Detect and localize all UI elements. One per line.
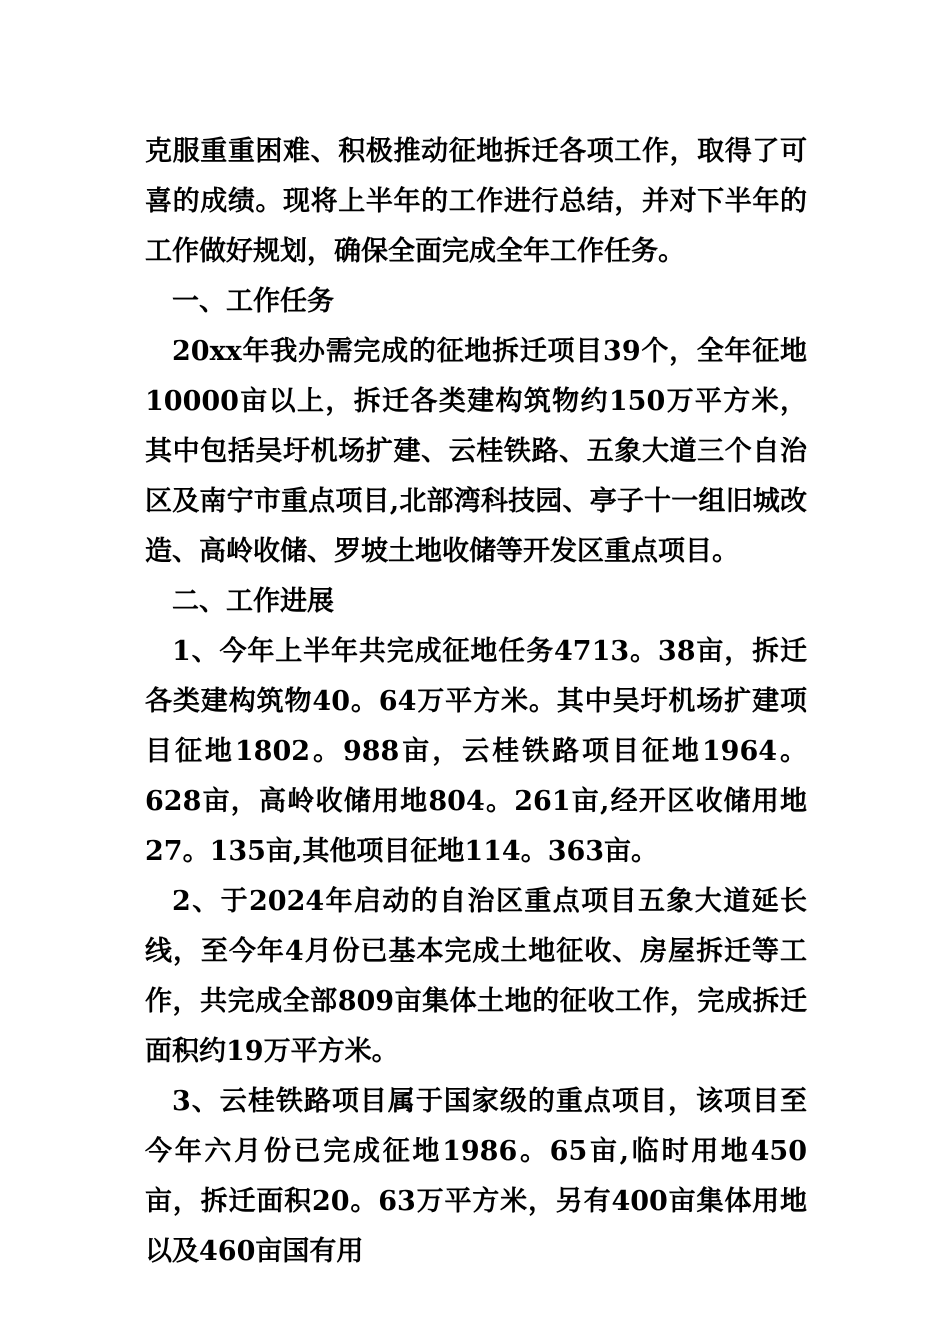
work-tasks-paragraph: 20xx年我办需完成的征地拆迁项目39个，全年征地10000亩以上，拆迁各类建构筑物约150万平方米，其中包括吴圩机场扩建、云桂铁路、五象大道三个自治区及南宁市重点项目,北部湾科技园、亭子十一组旧城改造、高岭收储、罗坡土地收储等开发区重点项目。 [145, 336, 807, 567]
progress-item-3: 3、云桂铁路项目属于国家级的重点项目，该项目至今年六月份已完成征地1986。65亩,临时用地450亩，拆迁面积20。63万平方米，另有400亩集体用地以及460亩国有用 [145, 1086, 807, 1267]
section-heading-work-progress: 二、工作进展 [172, 586, 334, 617]
section-heading-work-tasks: 一、工作任务 [172, 286, 334, 317]
document-body [145, 127, 807, 1277]
progress-item-1: 1、今年上半年共完成征地任务4713。38亩，拆迁各类建构筑物40。64万平方米。其中吴圩机场扩建项目征地1802。988亩，云桂铁路项目征地1964。628亩，高岭收储用地804。261亩,经开区收储用地27。135亩,其他项目征地114。363亩。 [145, 636, 807, 867]
intro-paragraph: 克服重重困难、积极推动征地拆迁各项工作，取得了可喜的成绩。现将上半年的工作进行总结，并对下半年的工作做好规划，确保全面完成全年工作任务。 [145, 136, 807, 267]
progress-item-2: 2、于2024年启动的自治区重点项目五象大道延长线，至今年4月份已基本完成土地征收、房屋拆迁等工作，共完成全部809亩集体土地的征收工作，完成拆迁面积约19万平方米。 [145, 886, 807, 1067]
